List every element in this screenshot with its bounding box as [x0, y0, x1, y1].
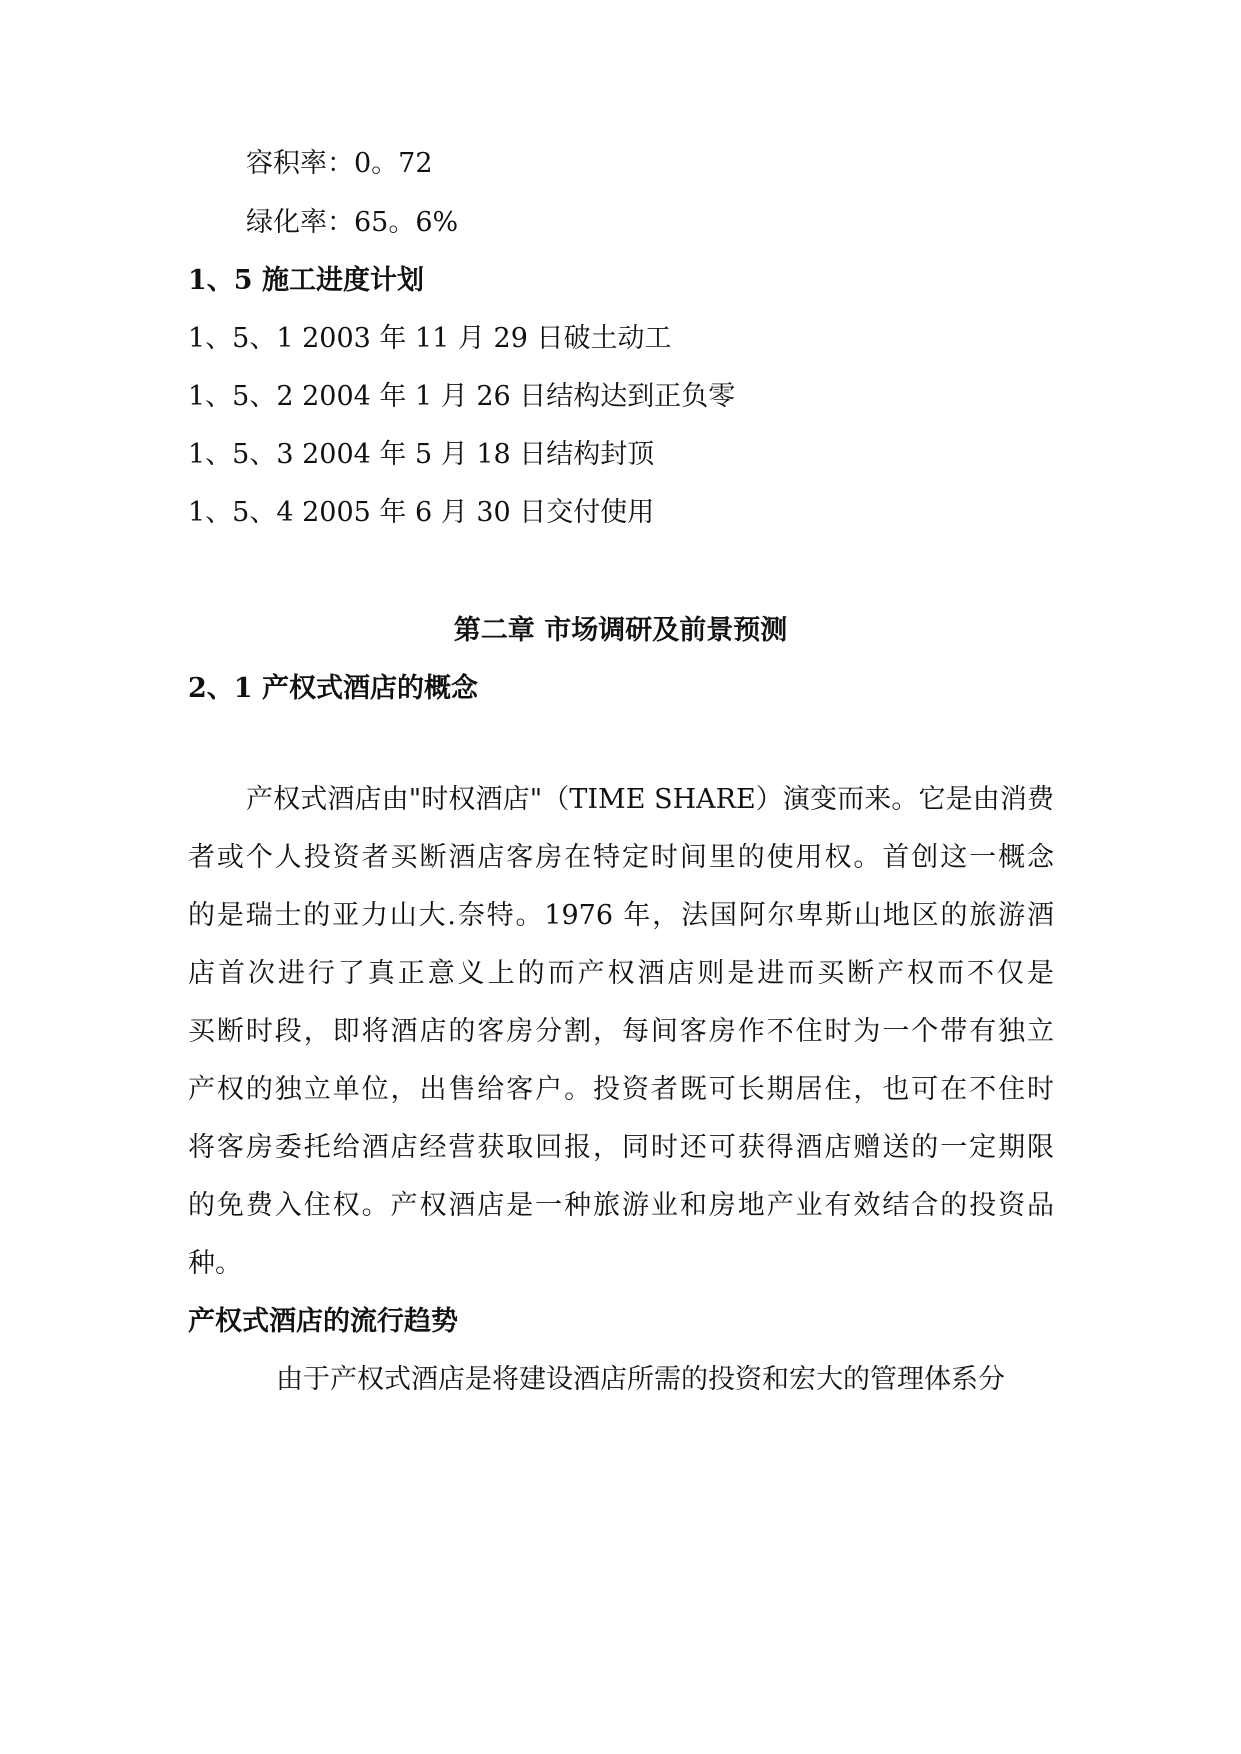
green-ratio-line: 绿化率：65。6%: [246, 207, 459, 238]
paragraph-line: 的免费入住权。产权酒店是一种旅游业和房地产业有效结合的投资品: [188, 1190, 1054, 1221]
paragraph-line: 产权的独立单位，出售给客户。投资者既可长期居住，也可在不住时: [188, 1074, 1054, 1105]
paragraph-line: 将客房委托给酒店经营获取回报，同时还可获得酒店赠送的一定期限: [188, 1132, 1054, 1163]
schedule-item: 1、5、3 2004 年 5 月 18 日结构封顶: [188, 439, 655, 470]
trend-paragraph-line: 由于产权式酒店是将建设酒店所需的投资和宏大的管理体系分: [276, 1364, 1005, 1395]
section-heading-1-5: 1、5 施工进度计划: [188, 265, 424, 296]
plot-ratio-line: 容积率：0。72: [246, 148, 433, 179]
schedule-item: 1、5、4 2005 年 6 月 30 日交付使用: [188, 497, 655, 528]
trend-heading: 产权式酒店的流行趋势: [188, 1306, 458, 1337]
paragraph-line: 的是瑞士的亚力山大.奈特。1976 年，法国阿尔卑斯山地区的旅游酒: [188, 900, 1054, 931]
paragraph-line: 种。: [188, 1248, 242, 1279]
paragraph-line: 买断时段，即将酒店的客房分割，每间客房作不住时为一个带有独立: [188, 1016, 1054, 1047]
chapter-title: 第二章 市场调研及前景预测: [453, 615, 788, 646]
paragraph-line: 者或个人投资者买断酒店客房在特定时间里的使用权。首创这一概念: [188, 842, 1054, 873]
section-heading-2-1: 2、1 产权式酒店的概念: [188, 673, 478, 704]
schedule-item: 1、5、2 2004 年 1 月 26 日结构达到正负零: [188, 381, 736, 412]
paragraph-line: 产权式酒店由"时权酒店"（TIME SHARE）演变而来。它是由消费: [246, 784, 1054, 815]
paragraph-line: 店首次进行了真正意义上的而产权酒店则是进而买断产权而不仅是: [188, 958, 1054, 989]
schedule-item: 1、5、1 2003 年 11 月 29 日破土动工: [188, 323, 672, 354]
